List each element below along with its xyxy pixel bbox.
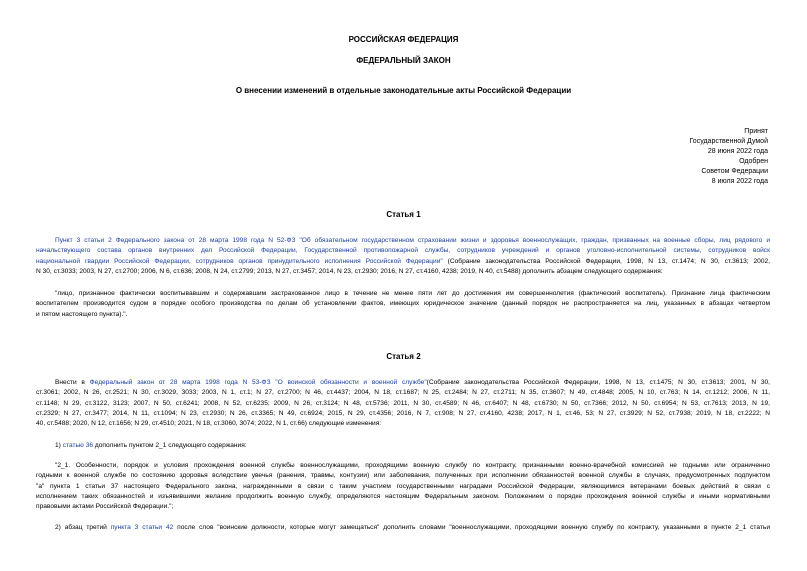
text-line: годными к военной службе по состоянию здоровья вследствие увечья (ранения, травмы, контузии) или заболевания, полученных при исполнении обязанностей военной службы в случаях, предусмотренных подпунктом [36,472,770,480]
text-line: правовыми актами Российской Федерации."; [36,503,174,511]
source-citation: (Собрание законодательства Российской Федерации, 1998, N 13, ст.1474; N 30, ст.3613; 2002, [442,257,770,265]
approved-label: Одобрен [739,158,768,165]
council-date: 8 июля 2022 года [711,178,768,185]
approved-by-council: Советом Федерации [701,168,768,175]
article-36-link[interactable]: статью 36 [62,442,94,449]
adoption-block [548,127,768,187]
law-type-heading: ФЕДЕРАЛЬНЫЙ ЗАКОН [356,56,451,65]
law-52fz-link-end[interactable]: национальной гвардии Российской Федерации, сотрудников органов принудительного исполнения Российской Федерации" [36,257,443,265]
source-citation: (Собрание законодательства Российской Федерации, 1998, N 13, ст.1475; N 30, ст.3613; 2001, N 30, [426,379,770,386]
law-52fz-link-cont[interactable]: начальствующего состава органов внутренних дел Российской Федерации, Государственной противопожарной службы, сотрудников учреждений и органов уголовно-исполнительной системы, сотрудников войск [36,247,770,255]
text-line: и пятом настоящего пункта).". [36,310,128,318]
duma-date: 28 июня 2022 года [707,148,768,155]
text-line: ст.3061; 2002, N 26, ст.2521; N 30, ст.3029, 3033; 2003, N 1, ст.1; N 27, ст.2700; N 46, ст.4437; 2004, N 18, ст.1687; N 25, ст.2484; N 27, ст.2711; N 35, ст.3607; N 49, ст.4848; 2005, N 10, ст.763; N 14, ст.1212; 2006, N 11, [36,389,770,397]
text-line: "лицо, признанное фактически воспитывавшим и содержавшим застрахованное лицо в течение не менее пяти лет до достижения им совершеннолетия (фактический воспитатель). Признание лица фактическим [55,290,770,297]
item-text: после слов "воинские должности, которые могут замещаться" дополнить словами "военнослужащими, проходящими военную службу по контракту, указанными в пункте 2_1 статьи [173,524,770,531]
item-text: дополнить пунктом 2_1 следующего содержания: [93,442,247,449]
text-line: ст.1148; N 29, ст.3122, 3123; 2007, N 50, ст.6241; 2008, N 52, ст.6235; 2009, N 26, ст.3124; N 48, ст.5736; 2011, N 30, ст.4589; N 46, ст.6407; N 48, ст.6730; N 50, ст.7366; 2012, N 50, ст.6954; N 53, ст.7613; 2013, N 19, [36,399,770,407]
law-53fz-link[interactable]: Федеральный закон от 28 марта 1998 года N 53-ФЗ "О воинской обязанности и военной службе" [89,379,427,386]
text-line: воспитателем производится судом в порядке особого производства по делам об установлении фактов, имеющих юридическое значение (данный порядок не распространяется на лиц, указанных в абзацах четвертом [36,300,770,308]
text-line: исполнением таких обязанностей и изъявившими желание продолжить военную службу, определяются настоящим Федеральным законом. Положением о порядке прохождения военной службы и иными нормативными [36,492,770,500]
text-line: "а" пункта 1 статьи 37 настоящего Федерального закона, награжденными в связи с таким участием государственными наградами Российской Федерации, являющимися ветеранами боевых действий в связи с [36,482,770,490]
text-line: ст.2329; N 27, ст.3477; 2014, N 11, ст.1094; N 23, ст.2930; N 26, ст.3365; N 49, ст.6924; 2015, N 29, ст.4356; 2016, N 7, ст.908; N 27, ст.4160, 4238; 2017, N 1, ст.46, 53; N 27, ст.3929; N 52, ст.7938; 2019, N 18, ст.2222; N [36,409,770,417]
item-number: 1) [55,442,63,449]
text-line: "2_1. Особенности, порядок и условия прохождения военной службы военнослужащими, проходящими военную службу по контракту, признанными военно-врачебной комиссией не годными или ограниченно [55,462,770,469]
text-line [36,378,770,388]
text-line [36,236,770,246]
item-prefix: 2) абзац третий [55,524,111,531]
article-1-heading: Статья 1 [386,210,421,219]
article-2-item-2 [36,523,770,533]
text-line [36,246,770,256]
text-line [36,441,770,451]
adopted-by-duma: Государственной Думой [689,138,768,145]
country-heading: РОССИЙСКАЯ ФЕДЕРАЦИЯ [348,35,459,44]
law-title: О внесении изменений в отдельные законодательные акты Российской Федерации [235,86,572,95]
text-line [36,523,770,533]
article-42-link[interactable]: пункта 3 статьи 42 [110,524,174,531]
text-line [36,257,770,267]
article-2-item-1 [36,441,770,451]
text-line: 40, ст.5488; 2020, N 12, ст.1656; N 29, ст.4510; 2021, N 18, ст.3060, 3074; 2022, N 1, ст.66) следующие изменения: [36,420,382,428]
article-1-paragraph-2 [36,289,770,320]
article-1-paragraph-1 [36,236,770,277]
article-2-heading: Статья 2 [386,352,421,361]
article-2-intro [36,378,770,429]
adopted-label: Принят [744,128,768,135]
intro-prefix: Внести в [55,379,90,386]
article-2-quote [36,461,770,512]
law-52fz-link[interactable]: Пункт 3 статьи 2 Федерального закона от 28 марта 1998 года N 52-ФЗ "Об обязательном государственном страховании жизни и здоровья военнослужащих, граждан, призванных на военные сборы, лиц рядового и [55,237,770,244]
text-line: N 30, ст.3033; 2003, N 27, ст.2700; 2006, N 6, ст.636; 2008, N 24, ст.2799; 2013, N 27, ст.3457; 2014, N 23, ст.2930; 2016, N 27, ст.4160, 4238; 2019, N 40, ст.5488) дополнить абзацем следующего содержания: [36,267,663,275]
